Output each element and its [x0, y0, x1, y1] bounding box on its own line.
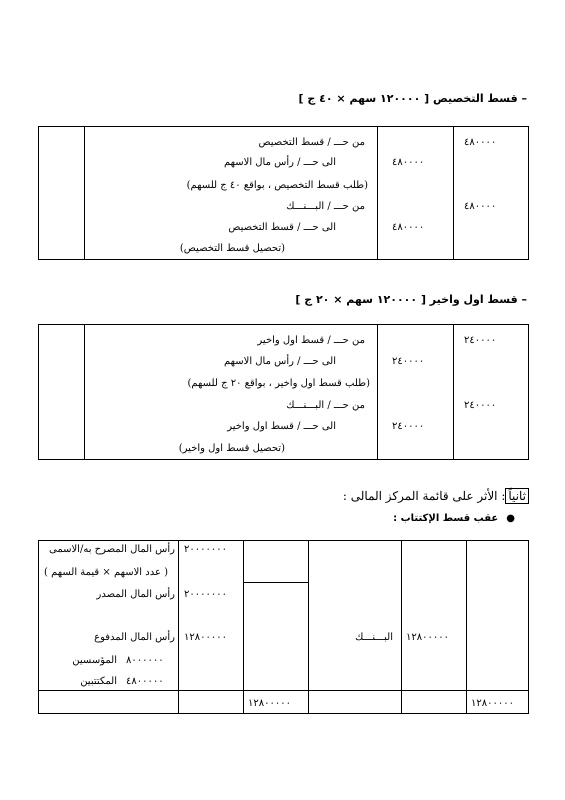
- debit-amount: ٢٤٠٠٠٠: [464, 400, 497, 411]
- section-title-text: : الأثر على قائمة المركز المالى :: [342, 489, 506, 503]
- debit-amount: ٤٨٠٠٠٠: [464, 137, 497, 148]
- section-heading-allotment: – قسط التخصيص [ ١٢٠٠٠٠ سهم × ٤٠ ج ]: [298, 92, 527, 105]
- founders-label: المؤسسين: [72, 655, 117, 666]
- section-number-box: ثانياً: [505, 488, 529, 504]
- section-heading-first-final: – قسط اول واخير [ ١٢٠٠٠٠ سهم × ٢٠ ج ]: [295, 293, 527, 306]
- credit-amount: ٢٤٠٠٠٠: [392, 356, 425, 367]
- total-assets-amount: ١٢٨٠٠٠٠٠: [471, 698, 514, 709]
- journal-narration: (تحصيل قسط اول واخير): [178, 443, 285, 454]
- authorized-capital-note: ( عدد الاسهم × قيمة السهم ): [44, 567, 168, 578]
- journal-narration: (طلب قسط التخصيص ، بواقع ٤٠ ج للسهم): [186, 180, 368, 191]
- section-title-financial-position: [343, 489, 529, 503]
- journal-line: الى حـــ / رأس مال الاسهم: [223, 157, 336, 168]
- debit-amount: ٤٨٠٠٠٠: [464, 201, 497, 212]
- journal-line: من حـــ / البـــنـــك: [286, 400, 365, 411]
- bullet-item: [393, 513, 515, 524]
- credit-amount: ٢٤٠٠٠٠: [392, 421, 425, 432]
- paid-capital-amount: ١٢٨٠٠٠٠٠: [184, 632, 227, 643]
- bank-asset-label: البـــنـــك: [355, 632, 393, 643]
- bullet-text: عقب قسط الإكتتاب :: [393, 513, 499, 524]
- journal-narration: (تحصيل قسط التخصيص): [179, 243, 285, 254]
- credit-amount: ٤٨٠٠٠٠: [392, 157, 425, 168]
- paid-capital-label: رأس المال المدفوع: [94, 632, 175, 643]
- authorized-capital-label: رأس المال المصرح به/الاسمى: [48, 544, 175, 555]
- credit-amount: ٤٨٠٠٠٠: [392, 222, 425, 233]
- debit-amount: ٢٤٠٠٠٠: [464, 335, 497, 346]
- issued-capital-label: رأس المال المصدر: [96, 589, 175, 600]
- journal-line: من حـــ / قسط التخصيص: [258, 137, 365, 148]
- issued-capital-amount: ٢٠٠٠٠٠٠٠: [184, 589, 227, 600]
- journal-line: الى حـــ / رأس مال الاسهم: [223, 356, 336, 367]
- bullet-dot: ●: [506, 513, 515, 524]
- journal-line: من حـــ / قسط اول واخير: [257, 335, 365, 346]
- total-liabilities-amount: ١٢٨٠٠٠٠٠: [248, 698, 291, 709]
- journal-line: الى حـــ / قسط التخصيص: [228, 222, 336, 233]
- subscribers-label: المكتتبين: [80, 676, 117, 687]
- founders-amount: ٨٠٠٠٠٠٠: [126, 655, 164, 666]
- authorized-capital-amount: ٢٠٠٠٠٠٠٠: [184, 544, 227, 555]
- journal-line: الى حـــ / قسط اول واخير: [227, 421, 336, 432]
- journal-narration: (طلب قسط اول واخير ، بواقع ٢٠ ج للسهم): [187, 378, 370, 389]
- journal-line: من حـــ / البـــنـــك: [286, 201, 365, 212]
- subscribers-amount: ٤٨٠٠٠٠٠: [126, 676, 164, 687]
- bank-asset-amount: ١٢٨٠٠٠٠٠: [406, 632, 449, 643]
